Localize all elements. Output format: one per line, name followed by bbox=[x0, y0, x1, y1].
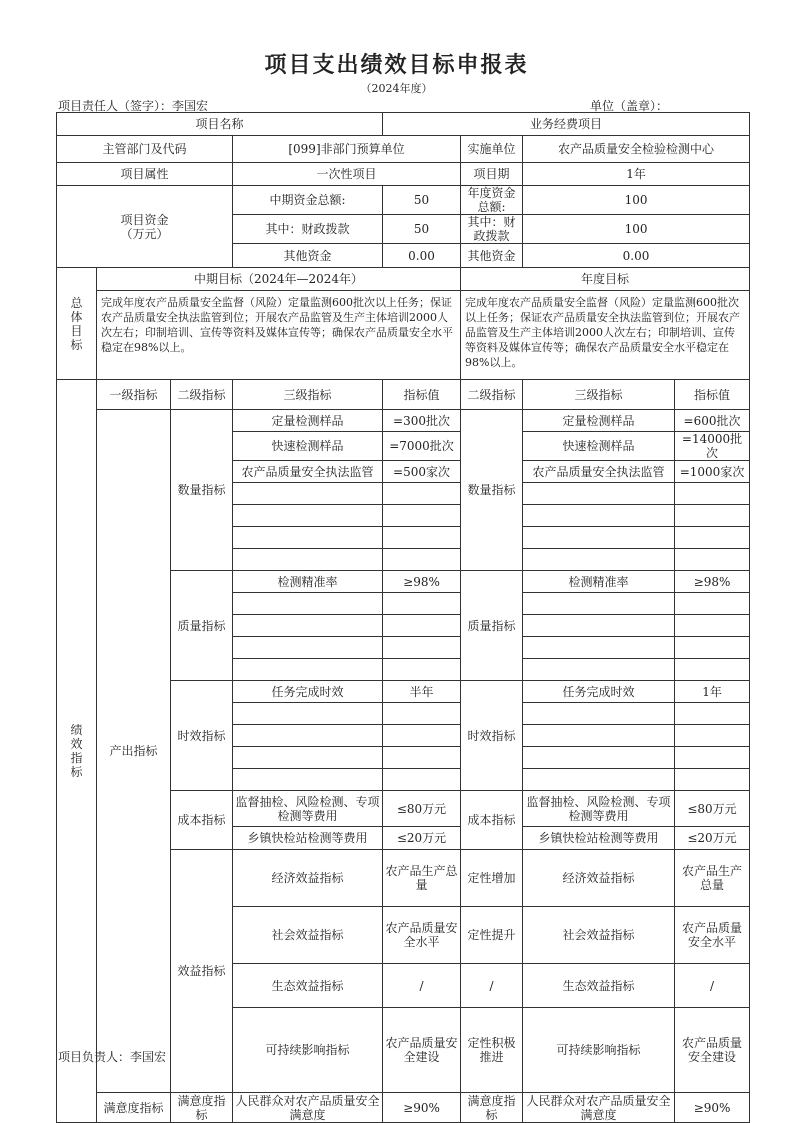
header-level1: 一级指标 bbox=[97, 380, 171, 410]
quality-indicator-label-year: 质量指标 bbox=[461, 571, 523, 681]
funds-title: 项目资金 bbox=[120, 212, 169, 227]
indicator-name: 监督抽检、风险检测、专项检测等费用 bbox=[233, 791, 383, 827]
empty-cell bbox=[233, 659, 383, 681]
indicator-value: 1年 bbox=[675, 681, 750, 703]
indicator-name: 农产品质量安全建设 bbox=[383, 1008, 461, 1093]
mid-fiscal-value: 50 bbox=[383, 215, 461, 244]
funds-label bbox=[57, 186, 233, 268]
empty-cell bbox=[675, 769, 750, 791]
indicator-value: / bbox=[461, 964, 523, 1008]
empty-cell bbox=[523, 747, 675, 769]
indicator-value: 定性积极推进 bbox=[461, 1008, 523, 1093]
cost-indicator-label-year: 成本指标 bbox=[461, 791, 523, 850]
empty-cell bbox=[233, 615, 383, 637]
empty-cell bbox=[523, 637, 675, 659]
quantity-indicator-label: 数量指标 bbox=[171, 410, 233, 571]
indicator-value: ≥98% bbox=[675, 571, 750, 593]
overall-goal-label: 总 体 目 标 bbox=[57, 268, 97, 380]
indicator-name: 任务完成时效 bbox=[233, 681, 383, 703]
indicator-name: 乡镇快检站检测等费用 bbox=[523, 827, 675, 850]
indicator-value: ≤20万元 bbox=[383, 827, 461, 850]
empty-cell bbox=[233, 483, 383, 505]
indicator-value: ≥90% bbox=[675, 1093, 750, 1123]
funds-unit: （万元） bbox=[120, 226, 169, 241]
project-period-label: 项目期 bbox=[461, 163, 523, 186]
project-name-label: 项目名称 bbox=[57, 113, 383, 136]
year-total-value: 100 bbox=[523, 186, 750, 215]
empty-cell bbox=[233, 593, 383, 615]
empty-cell bbox=[523, 769, 675, 791]
indicator-name: 任务完成时效 bbox=[523, 681, 675, 703]
year-total-label: 年度资金总额: bbox=[461, 186, 523, 215]
header-level2-year: 二级指标 bbox=[461, 380, 523, 410]
mid-goal-text: 完成年度农产品质量安全监督（风险）定量监测600批次以上任务；保证农产品质量安全执法监管到位；开展农产品监管及生产主体培训2000人次左右；印制培训、宣传等资料及媒体宣传等；确保农产品质量安全水平稳定在98%以上。 bbox=[97, 291, 461, 380]
indicator-value: ≥98% bbox=[383, 571, 461, 593]
empty-cell bbox=[383, 747, 461, 769]
empty-cell bbox=[675, 725, 750, 747]
indicator-name: 定量检测样品 bbox=[233, 410, 383, 432]
indicator-value: ≤20万元 bbox=[675, 827, 750, 850]
satisfaction-l2-label: 满意度指标 bbox=[171, 1093, 233, 1123]
empty-cell bbox=[383, 549, 461, 571]
timeliness-indicator-label: 时效指标 bbox=[171, 681, 233, 791]
timeliness-indicator-label-year: 时效指标 bbox=[461, 681, 523, 791]
unit-seal-label: 单位（盖章）： bbox=[590, 99, 669, 113]
eco-indicator-label-year: 生态效益指标 bbox=[523, 964, 675, 1008]
empty-cell bbox=[233, 637, 383, 659]
performance-table bbox=[56, 112, 750, 1123]
empty-cell bbox=[523, 615, 675, 637]
indicator-name: 农产品质量安全水平 bbox=[383, 907, 461, 964]
empty-cell bbox=[675, 659, 750, 681]
indicator-name: / bbox=[675, 964, 750, 1008]
project-period-value: 1年 bbox=[523, 163, 750, 186]
header-level3: 三级指标 bbox=[233, 380, 383, 410]
eco-indicator-label: 生态效益指标 bbox=[233, 964, 383, 1008]
year-goal-header: 年度目标 bbox=[461, 268, 750, 291]
indicator-name: 快速检测样品 bbox=[523, 432, 675, 461]
indicator-name: 农产品质量安全建设 bbox=[675, 1008, 750, 1093]
indicator-name: 农产品质量安全执法监管 bbox=[233, 461, 383, 483]
mid-fiscal-label: 其中：财政拨款 bbox=[233, 215, 383, 244]
satisfaction-indicator-label: 满意度指标 bbox=[97, 1093, 171, 1123]
project-lead: 项目负责人：李国宏 bbox=[58, 1050, 167, 1064]
empty-cell bbox=[383, 593, 461, 615]
page-title: 项目支出绩效目标申报表 bbox=[264, 53, 529, 78]
output-indicator-label: 产出指标 bbox=[97, 410, 171, 1093]
project-attr-value: 一次性项目 bbox=[233, 163, 461, 186]
year-goal-text: 完成年度农产品质量安全监督（风险）定量监测600批次以上任务；保证农产品质量安全执法监管到位；开展农产品监管及生产主体培训2000人次左右；印制培训、宣传等资料及媒体宣传等；确保农产品质量安全水平稳定在98%以上。 bbox=[461, 291, 750, 380]
indicator-name: 监督抽检、风险检测、专项检测等费用 bbox=[523, 791, 675, 827]
indicator-value: 定性增加 bbox=[461, 850, 523, 907]
empty-cell bbox=[233, 747, 383, 769]
social-indicator-label-year: 社会效益指标 bbox=[523, 907, 675, 964]
mid-other-value: 0.00 bbox=[383, 244, 461, 268]
cost-indicator-label: 成本指标 bbox=[171, 791, 233, 850]
empty-cell bbox=[233, 769, 383, 791]
empty-cell bbox=[383, 505, 461, 527]
mid-total-value: 50 bbox=[383, 186, 461, 215]
perf-indicator-label: 绩 效 指 标 bbox=[57, 380, 97, 1123]
impl-unit-value: 农产品质量安全检验检测中心 bbox=[523, 136, 750, 163]
indicator-name: 检测精准率 bbox=[523, 571, 675, 593]
indicator-value: ≤80万元 bbox=[675, 791, 750, 827]
empty-cell bbox=[675, 637, 750, 659]
indicator-value: =7000批次 bbox=[383, 432, 461, 461]
empty-cell bbox=[675, 483, 750, 505]
empty-cell bbox=[383, 703, 461, 725]
indicator-name: 人民群众对农产品质量安全满意度 bbox=[233, 1093, 383, 1123]
header-level3-year: 三级指标 bbox=[523, 380, 675, 410]
indicator-name: 农产品质量安全水平 bbox=[675, 907, 750, 964]
indicator-value: =300批次 bbox=[383, 410, 461, 432]
indicator-name: 检测精准率 bbox=[233, 571, 383, 593]
mid-total-label: 中期资金总额: bbox=[233, 186, 383, 215]
dept-label: 主管部门及代码 bbox=[57, 136, 233, 163]
responsible-person: 项目责任人（签字）：李国宏 bbox=[58, 99, 209, 113]
empty-cell bbox=[523, 659, 675, 681]
empty-cell bbox=[675, 505, 750, 527]
empty-cell bbox=[675, 593, 750, 615]
indicator-name: 乡镇快检站检测等费用 bbox=[233, 827, 383, 850]
empty-cell bbox=[233, 549, 383, 571]
empty-cell bbox=[383, 615, 461, 637]
sustain-indicator-label-year: 可持续影响指标 bbox=[523, 1008, 675, 1093]
effect-indicator-label: 效益指标 bbox=[171, 850, 233, 1093]
dept-value: [099]非部门预算单位 bbox=[233, 136, 461, 163]
indicator-name: 人民群众对农产品质量安全满意度 bbox=[523, 1093, 675, 1123]
social-indicator-label: 社会效益指标 bbox=[233, 907, 383, 964]
indicator-value: =14000批次 bbox=[675, 432, 750, 461]
empty-cell bbox=[233, 505, 383, 527]
indicator-name: / bbox=[383, 964, 461, 1008]
empty-cell bbox=[523, 593, 675, 615]
report-year: （2024年度） bbox=[360, 82, 433, 95]
empty-cell bbox=[383, 659, 461, 681]
empty-cell bbox=[383, 483, 461, 505]
indicator-value: =500家次 bbox=[383, 461, 461, 483]
empty-cell bbox=[523, 505, 675, 527]
indicator-name: 定量检测样品 bbox=[523, 410, 675, 432]
indicator-value: =1000家次 bbox=[675, 461, 750, 483]
empty-cell bbox=[383, 527, 461, 549]
satisfaction-l2-label-year: 满意度指标 bbox=[461, 1093, 523, 1123]
empty-cell bbox=[233, 725, 383, 747]
mid-other-label: 其他资金 bbox=[233, 244, 383, 268]
indicator-name: 农产品生产总量 bbox=[675, 850, 750, 907]
econ-indicator-label: 经济效益指标 bbox=[233, 850, 383, 907]
empty-cell bbox=[233, 527, 383, 549]
indicator-value: ≤80万元 bbox=[383, 791, 461, 827]
indicator-name: 农产品生产总量 bbox=[383, 850, 461, 907]
year-other-value: 0.00 bbox=[523, 244, 750, 268]
project-name-value: 业务经费项目 bbox=[383, 113, 750, 136]
year-other-label: 其他资金 bbox=[461, 244, 523, 268]
header-value: 指标值 bbox=[383, 380, 461, 410]
impl-unit-label: 实施单位 bbox=[461, 136, 523, 163]
header-level2: 二级指标 bbox=[171, 380, 233, 410]
empty-cell bbox=[675, 615, 750, 637]
sustain-indicator-label: 可持续影响指标 bbox=[233, 1008, 383, 1093]
empty-cell bbox=[523, 549, 675, 571]
empty-cell bbox=[675, 527, 750, 549]
empty-cell bbox=[523, 483, 675, 505]
indicator-name: 快速检测样品 bbox=[233, 432, 383, 461]
mid-goal-header: 中期目标（2024年—2024年） bbox=[97, 268, 461, 291]
quality-indicator-label: 质量指标 bbox=[171, 571, 233, 681]
empty-cell bbox=[383, 769, 461, 791]
indicator-value: 半年 bbox=[383, 681, 461, 703]
empty-cell bbox=[675, 747, 750, 769]
project-attr-label: 项目属性 bbox=[57, 163, 233, 186]
empty-cell bbox=[383, 637, 461, 659]
year-fiscal-label: 其中：财政拨款 bbox=[461, 215, 523, 244]
empty-cell bbox=[233, 703, 383, 725]
quantity-indicator-label-year: 数量指标 bbox=[461, 410, 523, 571]
empty-cell bbox=[383, 725, 461, 747]
empty-cell bbox=[523, 527, 675, 549]
empty-cell bbox=[523, 703, 675, 725]
empty-cell bbox=[523, 725, 675, 747]
empty-cell bbox=[675, 703, 750, 725]
indicator-value: =600批次 bbox=[675, 410, 750, 432]
econ-indicator-label-year: 经济效益指标 bbox=[523, 850, 675, 907]
empty-cell bbox=[675, 549, 750, 571]
indicator-name: 农产品质量安全执法监管 bbox=[523, 461, 675, 483]
indicator-value: 定性提升 bbox=[461, 907, 523, 964]
indicator-value: ≥90% bbox=[383, 1093, 461, 1123]
header-value-year: 指标值 bbox=[675, 380, 750, 410]
year-fiscal-value: 100 bbox=[523, 215, 750, 244]
